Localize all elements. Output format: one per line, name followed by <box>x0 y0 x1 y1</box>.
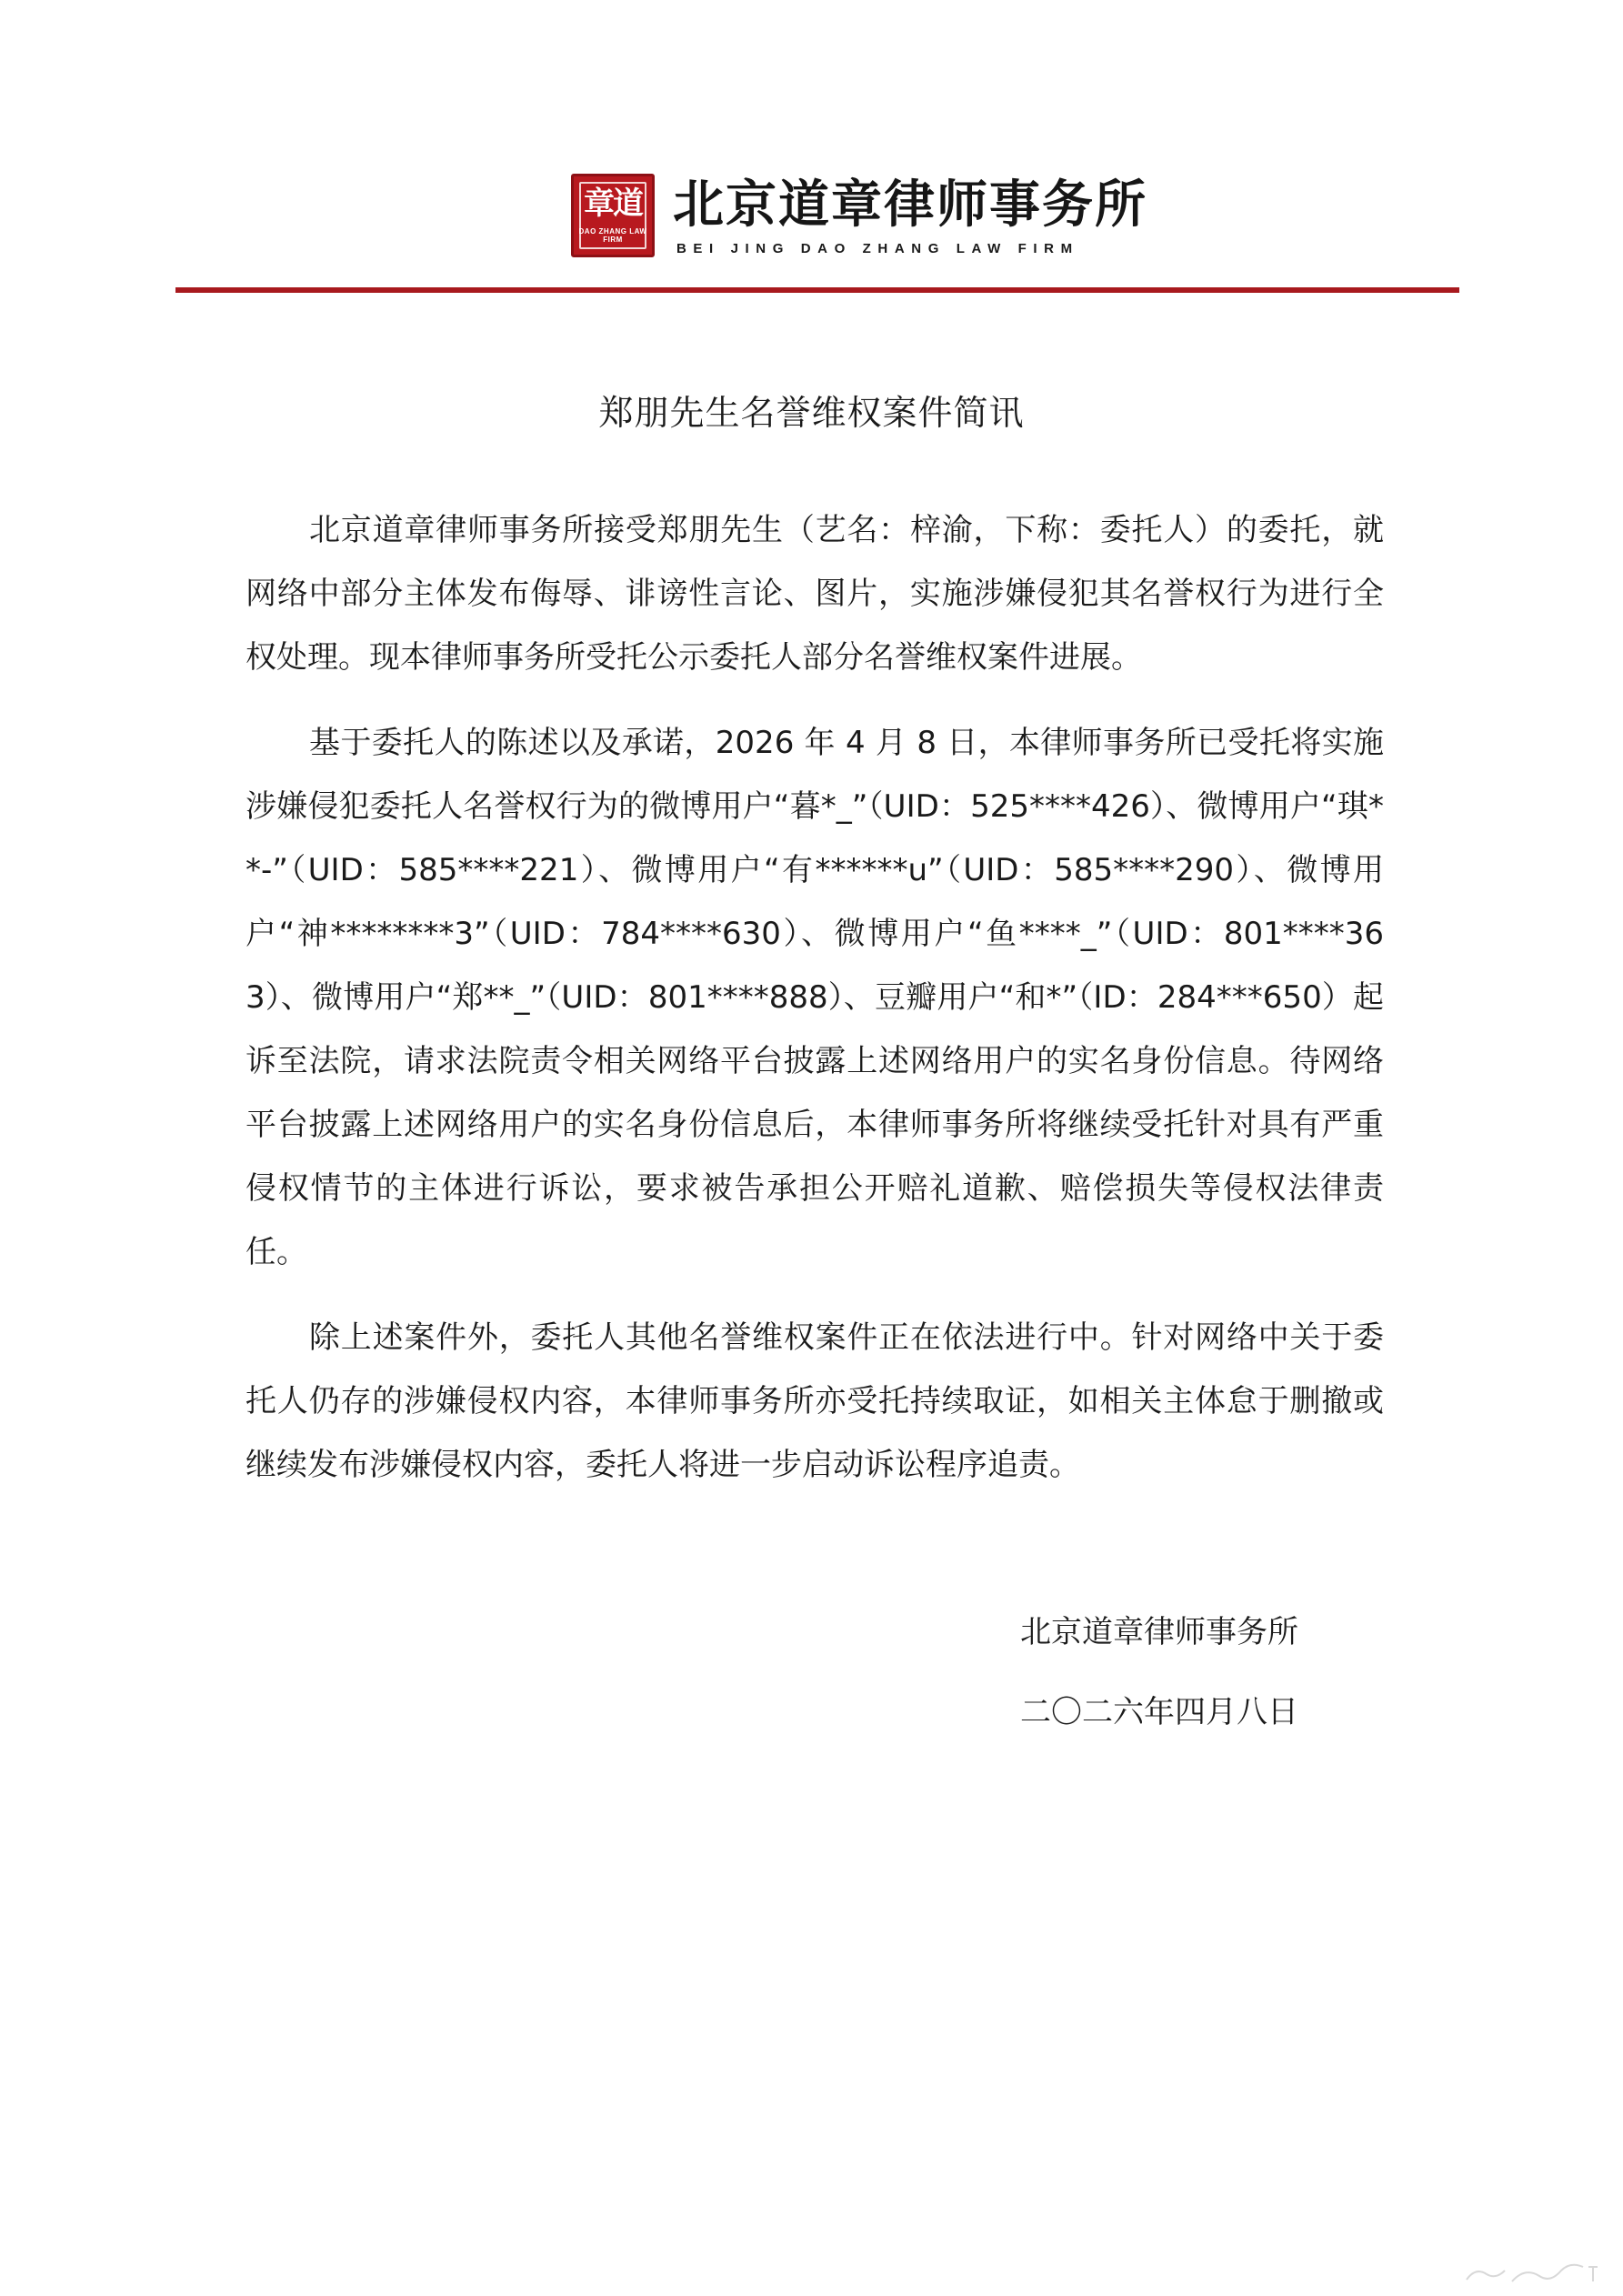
letterhead <box>0 166 1623 266</box>
signature-block <box>1020 1609 1438 1735</box>
document-body <box>245 498 1384 1519</box>
signature-org: 北京道章律师事务所 <box>1020 1614 1298 1650</box>
header-divider <box>175 287 1459 293</box>
firm-name-en: BEI JING DAO ZHANG LAW FIRM <box>676 241 1079 256</box>
paragraph-1: 北京道章律师事务所接受郑朋先生（艺名：梓渝，下称：委托人）的委托，就网络中部分主体发布侮辱、诽谤性言论、图片，实施涉嫌侵犯其名誉权行为进行全权处理。现本律师事务所受托公示委托人部分名誉维权案件进展。 <box>245 512 1384 676</box>
signature-date: 二〇二六年四月八日 <box>1020 1694 1298 1730</box>
document-title: 郑朋先生名誉维权案件简讯 <box>598 393 1025 433</box>
firm-name-cn: 北京道章律师事务所 <box>673 175 1147 235</box>
paragraph-2: 基于委托人的陈述以及承诺，2026 年 4 月 8 日，本律师事务所已受托将实施涉嫌侵犯委托人名誉权行为的微博用户“暮*_”（UID：525****426）、微博用户“琪**-”（UID：585****221）、微博用户“有******u”（UID：585****290）、微博用户“神********3”（UID：784****630）、微博用户“鱼****_”（UID：801****363）、微博用户“郑**_”（UID：801****888）、豆瓣用户“和*”（ID：284***650）起诉至法院，请求法院责令相关网络平台披露上述网络用户的实名身份信息。待网络平台披露上述网络用户的实名身份信息后，本律师事务所将继续受托针对具有严重侵权情节的主体进行诉讼，要求被告承担公开赔礼道歉、赔偿损失等侵权法律责任。 <box>245 725 1384 1270</box>
seal-text: 章道 <box>584 185 642 222</box>
seal-sub-text: DAO ZHANG LAW FIRM <box>578 227 647 244</box>
firm-seal-logo <box>571 174 655 257</box>
paragraph-3: 除上述案件外，委托人其他名誉维权案件正在依法进行中。针对网络中关于委托人仍存的涉嫌侵权内容，本律师事务所亦受托持续取证，如相关主体怠于删撤或继续发布涉嫌侵权内容，委托人将进一步启动诉讼程序追责。 <box>245 1319 1384 1483</box>
platform-watermark-icon <box>1461 2258 1607 2289</box>
